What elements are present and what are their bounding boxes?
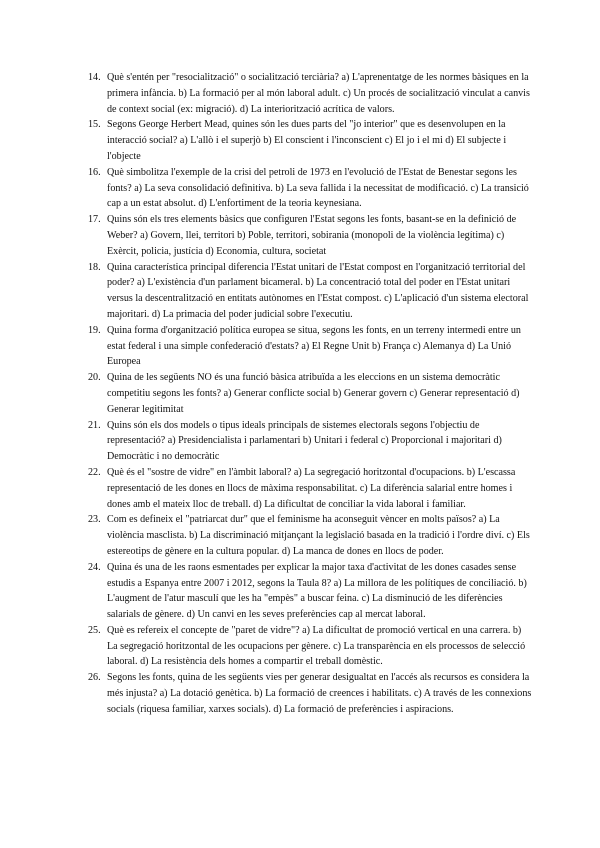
question-number: 20. [88,372,101,384]
question-number: 15. [88,119,101,131]
question-item [88,670,533,717]
question-number: 23. [88,514,101,526]
question-text: Segons les fonts, quina de les següents vies per generar desigualtat en l'accés als recursos es considera la més injusta? a) La dotació genètica. b) La formació de creences i habilitats. c) A través de les connexions socials (riquesa familiar, xarxes socials). d) La formació de preferències i aspiracions. [107,672,532,715]
question-text: Segons George Herbert Mead, quines són les dues parts del "jo interior" que es desenvolupen en la interacció social? a) L'allò i el superjò b) El conscient i l'inconscient c) El jo i el mi d) El subjecte i l'objecte [107,119,507,162]
question-item [88,117,533,164]
question-text: Quina és una de les raons esmentades per explicar la major taxa d'activitat de les dones casades sense estudis a Espanya entre 2007 i 2012, segons la Taula 8? a) La millora de les polítiques de conciliació. b) L'augment de l'atur masculí que les ha "empès" a buscar feina. c) La disminució de les diferències salarials de gènere. d) Un canvi en les seves preferències cap al mercat laboral. [107,561,527,621]
question-number: 21. [88,419,101,431]
question-number: 17. [88,214,101,226]
question-item [88,323,533,370]
question-number: 26. [88,672,101,684]
question-text: Quina característica principal diferencia l'Estat unitari de l'Estat compost en l'organització territorial del poder? a) L'existència d'un parlament bicameral. b) La concentració total del poder en l'Estat unitari versus la descentralització en entitats autònomes en l'Estat compost. c) L'aplicació d'un sistema electoral majoritari. d) La primacia del poder judicial sobre l'executiu. [107,261,529,320]
question-text: Què és el "sostre de vidre" en l'àmbit laboral? a) La segregació horitzontal d'ocupacions. b) L'escassa representació de les dones en llocs de màxima responsabilitat. c) La diferència salarial entre homes i dones amb el mateix lloc de treball. d) La dificultat de conciliar la vida laboral i familiar. [107,466,516,510]
question-number: 18. [88,261,101,273]
question-text: Quina de les següents NO és una funció bàsica atribuïda a les eleccions en un sistema democràtic competitiu segons les fonts? a) Generar conflicte social b) Generar govern c) Generar representació d) Generar legitimitat [107,372,520,415]
question-text: Quina forma d'organització política europea se situa, segons les fonts, en un terreny intermedi entre un estat federal i una simple confederació d'estats? a) El Regne Unit b) França c) Alemanya d) La Unió Europea [107,324,521,368]
question-item [88,260,533,323]
question-item [88,165,533,212]
question-item [88,623,533,670]
question-number: 14. [88,72,101,83]
question-item [88,418,533,465]
question-list [88,70,533,718]
question-item [88,370,533,417]
question-number: 19. [88,324,101,336]
question-text: Com es defineix el "patriarcat dur" que el feminisme ha aconseguit vèncer en molts països? a) La violència masclista. b) La discriminació mitjançant la legislació basada en la tradició i l'ordre diví. c) Els estereotips de gènere en la cultura popular. d) La manca de dones en llocs de poder. [107,514,530,557]
question-text: Quins són els tres elements bàsics que configuren l'Estat segons les fonts, basant-se en la definició de Weber? a) Govern, llei, territori b) Poble, territori, sobirania (monopoli de la violència legítima) c) Exèrcit, policia, justícia d) Economia, cultura, societat [107,214,517,257]
question-item [88,560,533,623]
question-item [88,70,533,117]
question-item [88,465,533,512]
question-number: 25. [88,624,101,636]
question-number: 22. [88,466,101,478]
question-text: Quins són els dos models o tipus ideals principals de sistemes electorals segons l'objectiu de representació? a) Presidencialista i parlamentari b) Unitari i federal c) Proporcional i majoritari d) Democràtic i no democràtic [107,419,502,463]
question-number: 16. [88,166,101,178]
question-text: Què s'entén per "resocialització" o socialització terciària? a) L'aprenentatge de les normes bàsiques en la primera infància. b) La formació per al món laboral adult. c) Un procés de socialització vinculat a canvis de context social (ex: migració). d) La interiorització acrítica de valors. [107,72,530,115]
question-item [88,512,533,559]
question-item [88,212,533,259]
question-number: 24. [88,561,101,573]
question-text: Què simbolitza l'exemple de la crisi del petroli de 1973 en l'evolució de l'Estat de Benestar segons les fonts? a) La seva consolidació definitiva. b) La seva fallida i la necessitat de modificació. c) La transició cap a un estat absolut. d) L'enfortiment de la teoria keynesiana. [107,166,529,210]
question-text: Què es refereix el concepte de "paret de vidre"? a) La dificultat de promoció vertical en una carrera. b) La segregació horitzontal de les ocupacions per gènere. c) La transparència en els processos de selecció laboral. d) La resistència dels homes a compartir el treball domèstic. [107,624,526,668]
